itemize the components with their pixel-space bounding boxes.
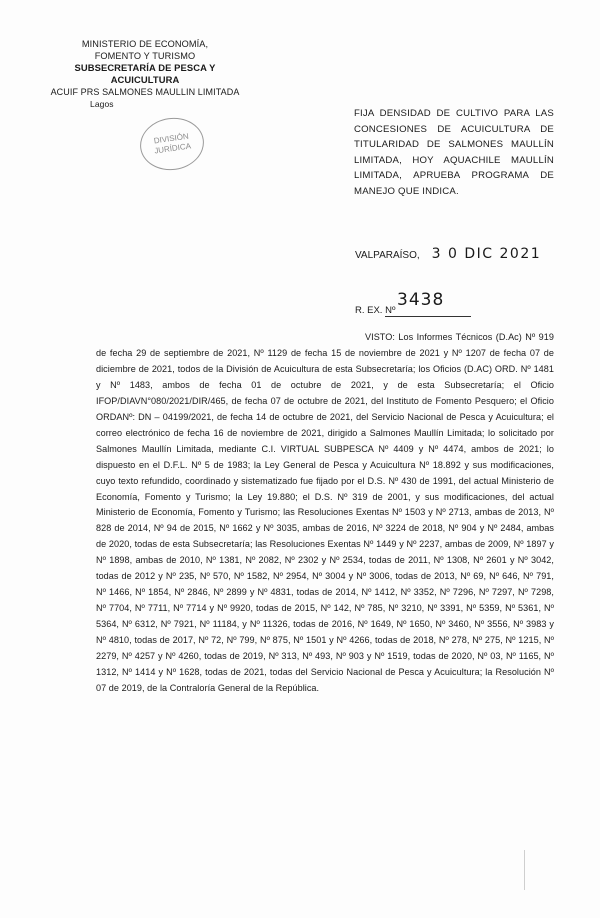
letterhead-undersecretariat: SUBSECRETARÍA DE PESCA Y ACUICULTURA — [74, 62, 216, 85]
resolution-number-label: R. EX. Nº — [355, 305, 396, 316]
stamp-line-1: DIVISIÓN — [153, 131, 190, 146]
letterhead-ministry-cont: FOMENTO Y TURISMO — [94, 51, 196, 61]
resolution-number-underline — [385, 316, 471, 317]
letterhead — [50, 38, 240, 110]
letterhead-region: Lagos — [90, 99, 114, 109]
margin-mark — [524, 850, 525, 890]
resolution-number-block — [355, 290, 485, 320]
resolution-number: 3438 — [397, 290, 445, 310]
letterhead-ministry: MINISTERIO DE ECONOMÍA, — [81, 39, 209, 49]
stamp-line-2: JURÍDICA — [153, 141, 192, 156]
place-and-date — [355, 246, 541, 262]
letterhead-file-ref: ACUIF PRS SALMONES MAULLIN LIMITADA — [50, 87, 240, 97]
division-stamp — [137, 114, 208, 174]
place: VALPARAÍSO, — [355, 250, 420, 261]
date-stamp: 3 0 DIC 2021 — [431, 246, 542, 262]
resolution-subject: FIJA DENSIDAD DE CULTIVO PARA LAS CONCESIONES DE ACUICULTURA DE TITULARIDAD DE SALMONES MAULLÍN LIMITADA, HOY AQUACHILE MAULLÍN LIMITADA, APRUEBA PROGRAMA DE MANEJO QUE INDICA. — [354, 108, 554, 197]
visto-paragraph: VISTO: Los Informes Técnicos (D.Ac) Nº 919 de fecha 29 de septiembre de 2021, Nº 1129 de fecha 15 de noviembre de 2021 y Nº 1207 de fecha 07 de diciembre de 2021, todos de la División de Acuicultura de esta Subsecretaría; los Oficios (D.AC) ORD. Nº 1481 y Nº 1483, ambos de fecha 01 de octubre de 2021, y de esta Subsecretaría; el Oficio IFOP/DIAVN°080/2021/DIR/465, de fecha 07 de octubre de 2021, del Instituto de Fomento Pesquero; el Oficio ORDANº: DN – 04199/2021, de fecha 14 de octubre de 2021, del Servicio Nacional de Pesca y Acuicultura; el correo electrónico de fecha 16 de noviembre de 2021, dirigido a Salmones Maullín Limitada; lo solicitado por Salmones Maullín Limitada, mediante C.I. VIRTUAL SUBPESCA Nº 4409 y Nº 4474, ambos de 2021; lo dispuesto en el D.F.L. Nº 5 de 1983; la Ley General de Pesca y Acuicultura Nº 18.892 y sus modificaciones, cuyo texto refundido, coordinado y sistematizado fue fijado por el D.S. Nº 430 de 1991, del actual Ministerio de Economía, Fomento y Turismo; la Ley 19.880; el D.S. Nº 319 de 2001, y sus modificaciones, del actual Ministerio de Economía, Fomento y Turismo; las Resoluciones Exentas Nº 1503 y Nº 2713, ambas de 2013, Nº 828 de 2014, Nº 94 de 2015, Nº 1662 y Nº 3035, ambas de 2016, Nº 3224 de 2018, Nº 904 y Nº 2484, ambas de 2020, todas de esta Subsecretaría; las Resoluciones Exentas Nº 1449 y Nº 2237, ambas de 2009, Nº 1897 y Nº 1898, ambas de 2010, Nº 1381, Nº 2082, Nº 2302 y Nº 2534, todas de 2011, Nº 1308, Nº 2601 y Nº 3042, todas de 2012 y Nº 235, Nº 570, Nº 1582, Nº 2954, Nº 3004 y Nº 3006, todas de 2013, Nº 69, Nº 646, Nº 791, Nº 1466, Nº 1854, Nº 2846, Nº 2899 y Nº 4831, todas de 2014, Nº 1412, Nº 3352, Nº 7296, Nº 7297, Nº 7298, Nº 7704, Nº 7711, Nº 7714 y Nº 9920, todas de 2015, Nº 142, Nº 785, Nº 3210, Nº 3391, Nº 5359, Nº 5361, Nº 5364, Nº 6312, Nº 7921, Nº 11184, y Nº 11326, todas de 2016, Nº 1649, Nº 1650, Nº 3460, Nº 3556, Nº 3983 y Nº 4810, todas de 2017, Nº 72, Nº 799, Nº 875, Nº 1501 y Nº 4266, todas de 2018, Nº 278, Nº 275, Nº 1215, Nº 2279, Nº 4257 y Nº 4260, todas de 2019, Nº 313, Nº 493, Nº 903 y Nº 1519, todas de 2020, Nº 03, Nº 1165, Nº 1312, Nº 1414 y Nº 1628, todas de 2021, todas del Servicio Nacional de Pesca y Acuicultura; la Resolución Nº 07 de 2019, de la Contraloría General de la República. — [96, 332, 554, 693]
